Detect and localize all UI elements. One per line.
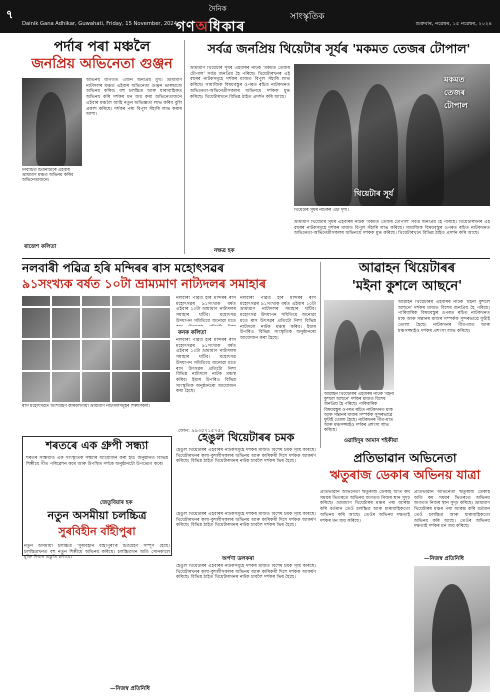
column-divider	[184, 40, 185, 254]
story8-body-col2: প্ৰতিভাৱান অভিনেতা ঋতুৰাজ ডেকাই অতি কম সময়ৰ ভিতৰতে অভিনয় জগতত নিজৰ স্থান সুদৃঢ় কৰিছে। ভ্ৰাম্যমাণ থিয়েটাৰৰ মঞ্চৰ পৰা আৰম্ভ কৰি বৰ্তমান তেওঁ চলচ্চিত্ৰ আৰু ধাৰাবাহিকতো অভিনয় কৰি আছে। তেওঁৰ অভিনয় দক্ষতাই দৰ্শকৰ মন জয় কৰিছে।	[414, 490, 490, 530]
logo-prefix: দৈনিক	[208, 5, 227, 13]
story8-headline-2: ঋতুৰাজ ডেকাৰ অভিনয় যাত্ৰা	[329, 467, 481, 482]
story4-body: আৱাহন থিয়েটাৰৰ এইবাৰৰ নাটক 'মইনা কুশলে আছনে' দৰ্শকৰ মাজত বিশেষ জনপ্ৰিয় হৈ পৰিছে। পাৰিবাৰিক বিষয়বস্তুৰ ওপৰত ৰচিত নাটকখনত মাক আৰু সন্তানৰ মাজৰ সম্পৰ্কক সুন্দৰভাৱে ফুটাই তোলা হৈছে। নাটকখনৰ গীত-মাত আৰু মঞ্চসজ্জাইও দৰ্শকৰ প্ৰশংসা লাভ কৰিছে।	[398, 300, 490, 334]
poster-figure-3	[406, 94, 444, 206]
story3-headline-1: নলবাৰী পৱিত্ৰ হৰি মন্দিৰৰ ৰাস মহোৎসৱৰ	[22, 261, 225, 275]
story8-photo	[414, 566, 490, 692]
story3-byline: কনক কলিতা	[178, 330, 207, 336]
logo-part-2: ধিকাৰ	[208, 19, 246, 35]
story9-byline: অৰ্পণা ডলকৰা	[222, 556, 255, 562]
story8-headline-1: প্ৰতিভাৱান অভিনেতা	[353, 451, 457, 465]
story6-headline: শৰতৰে এক গ্ৰুপী সন্ধ্যা	[45, 439, 149, 452]
dateline: Dainik Gana Adhikar, Guwahati, Friday, 15 November, 2024	[22, 21, 178, 27]
story2-poster-photo	[294, 64, 490, 206]
story2-headline: সৰ্বত্ৰ জনপ্ৰিয় থিয়েটাৰ সূৰ্যৰ 'মকমত তেজৰ টোপাল'	[207, 41, 471, 56]
story3-body-col2: নলবাৰী পৱিত্ৰ হৰি মন্দিৰৰ ৰাস মহোৎসৱৰ ৯১সংখ্যক বৰ্ষত এইবাৰ ১০টা ভ্ৰাম্যমাণ নাট্যদলৰ সমাহাৰ ঘটিব। মহোৎসৱ উদযাপন সমিতিয়ে জনোৱা মতে ৰাস উৎসৱৰ প্ৰতিটো নিশা বিভিন্ন নাট্যদলে নাটক মঞ্চস্থ কৰিব। ইয়াৰ উপৰিও বিভিন্ন সাংস্কৃতিক অনুষ্ঠানৰো আয়োজন কৰা হৈছে।	[240, 296, 316, 341]
logo-part-1: গণ	[176, 19, 196, 35]
column-divider-2	[320, 262, 321, 448]
page-number: ৭	[6, 8, 14, 21]
story4-headline-1: আৱাহন থিয়েটাৰৰ	[358, 261, 456, 276]
story3-caption: ৰাস মহোৎসৱত অংশগ্ৰহণ কৰিবলগীয়া ভ্ৰাম্যমাণ নাট্যদলসমূহৰ শিল্পীসকল।	[22, 404, 150, 409]
story1-byline: ৰাজেশ কলিতা	[24, 244, 57, 250]
story6-box	[22, 436, 172, 556]
story3-photo-collage	[22, 296, 172, 402]
poster-figure-1	[314, 90, 352, 206]
story1-headline-2: জনপ্ৰিয় অভিনেতা গুঞ্জন	[31, 56, 173, 72]
story8-byline: —নিজস্ব প্ৰতিনিধি	[424, 556, 464, 562]
story9-body: হেঙুল থিয়েটাৰৰ এইবাৰৰ নাটকসমূহে দৰ্শকৰ মাজত বিশেষ চমক সৃষ্টি কৰিছে। থিয়েটাৰখনৰ কলা-কুশলীসকলৰ অভিনয় আৰু কাৰিকৰী দিশে দৰ্শকক আকৰ্ষণ কৰিছে। বিভিন্ন ঠাইত থিয়েটাৰখনৰ নাটক চাবলৈ দৰ্শকৰ ভিৰ হৈছে।	[176, 512, 316, 529]
dateline-right: শুক্ৰবাৰ, নৱেম্বৰ, ১৫ নৱেম্বৰ, ২০২৪	[415, 21, 492, 27]
newspaper-logo	[176, 3, 245, 39]
story7-headline-1: নতুন অসমীয়া চলচ্চিত্ৰ	[47, 509, 147, 522]
logo-name	[176, 19, 245, 35]
story2-caption: থিয়েটাৰ সূৰ্যৰ নাটকৰ এটা দৃশ্য।	[294, 208, 349, 213]
story4-headline-2: 'মইনা কুশলে আছনে'	[351, 279, 463, 294]
story2-byline: নক্ষত্ৰ হক	[214, 248, 235, 254]
story1-body: অভিনয় জগতত এজন জনপ্ৰিয় মুখ। ভ্ৰাম্যমাণ নাট্যদলৰ মঞ্চত এইবাৰ অভিনেতা গুঞ্জন ভাৰদ্বাজে অভিনয় কৰিব। বহু চলচ্চিত্ৰ আৰু ধাৰাবাহিকত অভিনয় কৰি দৰ্শকৰ মন জয় কৰা অভিনেতাজনে এইবাৰ মঞ্চলৈ আহি নতুন অভিজ্ঞতা লাভ কৰিব বুলি প্ৰকাশ কৰিছে। দৰ্শকৰ পৰা বিপুল সঁহাৰি লাভ কৰাৰ আশা।	[86, 78, 182, 118]
story2-body-cont: ভ্ৰাম্যমাণ থিয়েটাৰ সূৰ্যৰ এইবাৰৰ নাটক 'মকমত তেজৰ টোপাল' সৰ্বত্ৰ জনপ্ৰিয় হৈ পৰিছে। থিয়েটাৰখনৰ এই বছৰৰ নাটকসমূহে দৰ্শকৰ মাজত বিপুল সঁহাৰি লাভ কৰিছে। সামাজিক বিষয়বস্তুৰ ওপৰত ৰচিত নাটকখনত অভিনেতা-অভিনেত্ৰীসকলৰ অভিনয়ে দৰ্শকক মুগ্ধ কৰিছে। থিয়েটাৰখনে বিভিন্ন ঠাইত প্ৰদৰ্শন কৰি আছে।	[294, 220, 490, 237]
story7-headline-2: সুৰবিহীন বাঁহীপুৰা	[58, 525, 136, 538]
story2-body: ভ্ৰাম্যমাণ থিয়েটাৰ সূৰ্যৰ এইবাৰৰ নাটক 'মকমত তেজৰ টোপাল' সৰ্বত্ৰ জনপ্ৰিয় হৈ পৰিছে। থিয়েটাৰখনৰ এই বছৰৰ নাটকসমূহে দৰ্শকৰ মাজত বিপুল সঁহাৰি লাভ কৰিছে। সামাজিক বিষয়বস্তুৰ ওপৰত ৰচিত নাটকখনত অভিনেতা-অভিনেত্ৰীসকলৰ অভিনয়ে দৰ্শকক মুগ্ধ কৰিছে। থিয়েটাৰখনে বিভিন্ন ঠাইত প্ৰদৰ্শন কৰি আছে।	[190, 66, 290, 100]
poster-title: মকমত তেজৰ টোপাল	[444, 75, 468, 110]
actor-figure	[432, 584, 472, 692]
story3-body: নলবাৰী পৱিত্ৰ হৰি মন্দিৰৰ ৰাস মহোৎসৱৰ ৯১সংখ্যক বৰ্ষত এইবাৰ ১০টা ভ্ৰাম্যমাণ নাট্যদলৰ সমাহাৰ ঘটিব। মহোৎসৱ উদযাপন সমিতিয়ে জনোৱা মতে	[176, 296, 236, 324]
child-figure	[360, 330, 384, 390]
actress-figure	[334, 320, 360, 390]
poster-banner: থিয়েটাৰ সূৰ্য	[354, 189, 394, 198]
story3-headline-2: ৯১সংখ্যক বৰ্ষত ১০টা ভ্ৰাম্যমাণ নাট্যদলৰ সমাহাৰ	[22, 276, 267, 291]
story6-byline: জেতুবিয়াৰ হক	[100, 500, 133, 506]
story7-body: নতুন অসমীয়া চলচ্চিত্ৰ 'সুৰবিহীন বাঁহীপুৰা'ৰ চিত্ৰগ্ৰহণ সম্পূৰ্ণ হৈছে। চলচ্চিত্ৰখনত বহু নতুন শিল্পীয়ে অভিনয় কৰিছে। চলচ্চিত্ৰখন অতি সোনকালে মুক্তি দিয়াৰ প্ৰস্তুতি চলিছে।	[24, 544, 170, 561]
logo-accent: অ	[195, 19, 209, 35]
story5-body: হেঙুল থিয়েটাৰৰ এইবাৰৰ নাটকসমূহে দৰ্শকৰ মাজত বিশেষ চমক সৃষ্টি কৰিছে। থিয়েটাৰখনৰ কলা-কুশলীসকলৰ অভিনয় আৰু কাৰিকৰী দিশে দৰ্শকক আকৰ্ষণ কৰিছে। বিভিন্ন ঠাইত থিয়েটাৰখনৰ নাটক চাবলৈ দৰ্শকৰ ভিৰ হৈছে।	[176, 448, 316, 465]
story1-caption: নিৰ্বাচিত চিত্ৰনাট্যৰে এইবাৰ ভ্ৰাম্যমাণ মঞ্চত অভিনয় কৰিব অভিনেতাজনে।	[22, 168, 74, 184]
masthead	[0, 0, 500, 33]
story1-headline-1: পৰ্দাৰ পৰা মঞ্চলৈ	[53, 39, 151, 55]
story4-byline: ওৱাহিদুৰ আমান শইকীয়া	[344, 438, 398, 444]
section-rule	[22, 258, 490, 259]
story3-phone: ফোন: ৯৯৩৫৭১৫৭৫১	[178, 428, 224, 434]
portrait-figure	[36, 92, 66, 166]
story4-caption: আৱাহন থিয়েটাৰৰ এইবাৰৰ নাটক 'মইনা কুশলে আছনে' দৰ্শকৰ মাজত বিশেষ জনপ্ৰিয় হৈ পৰিছে। পাৰিবাৰিক বিষয়বস্তুৰ ওপৰত ৰচিত নাটকখনত মাক আৰু সন্তানৰ মাজৰ সম্পৰ্কক সুন্দৰভাৱে ফুটাই তোলা হৈছে। নাটকখনৰ গীত-মাত আৰু মঞ্চসজ্জাইও দৰ্শকৰ প্ৰশংসা লাভ কৰিছে।	[324, 392, 394, 432]
story4-photo	[324, 300, 394, 390]
story7-byline: —নিজস্ব প্ৰতিনিধি	[110, 686, 150, 692]
story9-body-cont: হেঙুল থিয়েটাৰৰ এইবাৰৰ নাটকসমূহে দৰ্শকৰ মাজত বিশেষ চমক সৃষ্টি কৰিছে। থিয়েটাৰখনৰ কলা-কুশলীসকলৰ অভিনয় আৰু কাৰিকৰী দিশে দৰ্শকক আকৰ্ষণ কৰিছে। বিভিন্ন ঠাইত থিয়েটাৰখনৰ নাটক চাবলৈ দৰ্শকৰ ভিৰ হৈছে।	[176, 564, 316, 581]
section-label: সাংস্কৃতিক	[290, 12, 325, 22]
story8-body: প্ৰতিভাৱান অভিনেতা ঋতুৰাজ ডেকাই অতি কম সময়ৰ ভিতৰতে অভিনয় জগতত নিজৰ স্থান সুদৃঢ় কৰিছে। ভ্ৰাম্যমাণ থিয়েটাৰৰ মঞ্চৰ পৰা আৰম্ভ কৰি বৰ্তমান তেওঁ চলচ্চিত্ৰ আৰু ধাৰাবাহিকতো অভিনয় কৰি আছে। তেওঁৰ অভিনয় দক্ষতাই দৰ্শকৰ মন জয় কৰিছে।	[320, 490, 410, 524]
story3-body-cont: নলবাৰী পৱিত্ৰ হৰি মন্দিৰৰ ৰাস মহোৎসৱৰ ৯১সংখ্যক বৰ্ষত এইবাৰ ১০টা ভ্ৰাম্যমাণ নাট্যদলৰ সমাহাৰ ঘটিব। মহোৎসৱ উদযাপন সমিতিয়ে জনোৱা মতে ৰাস উৎসৱৰ প্ৰতিটো নিশা বিভিন্ন নাট্যদলে নাটক মঞ্চস্থ কৰিব। ইয়াৰ উপৰিও বিভিন্ন সাংস্কৃতিক অনুষ্ঠানৰো আয়োজন কৰা হৈছে।	[176, 338, 236, 395]
story1-photo	[22, 78, 82, 166]
story6-body: শৰতৰ সন্ধিয়াত এক সাংস্কৃতিক সন্ধ্যাৰ আয়োজন কৰা হয়। অনুষ্ঠানত বিভিন্ন শিল্পীয়ে গীত পৰিৱেশন কৰে আৰু উপস্থিত দৰ্শকে অনুষ্ঠানটো উপভোগ কৰে।	[26, 456, 168, 467]
story5-headline: হেঙুল থিয়েটাৰৰ চমক	[197, 431, 295, 444]
